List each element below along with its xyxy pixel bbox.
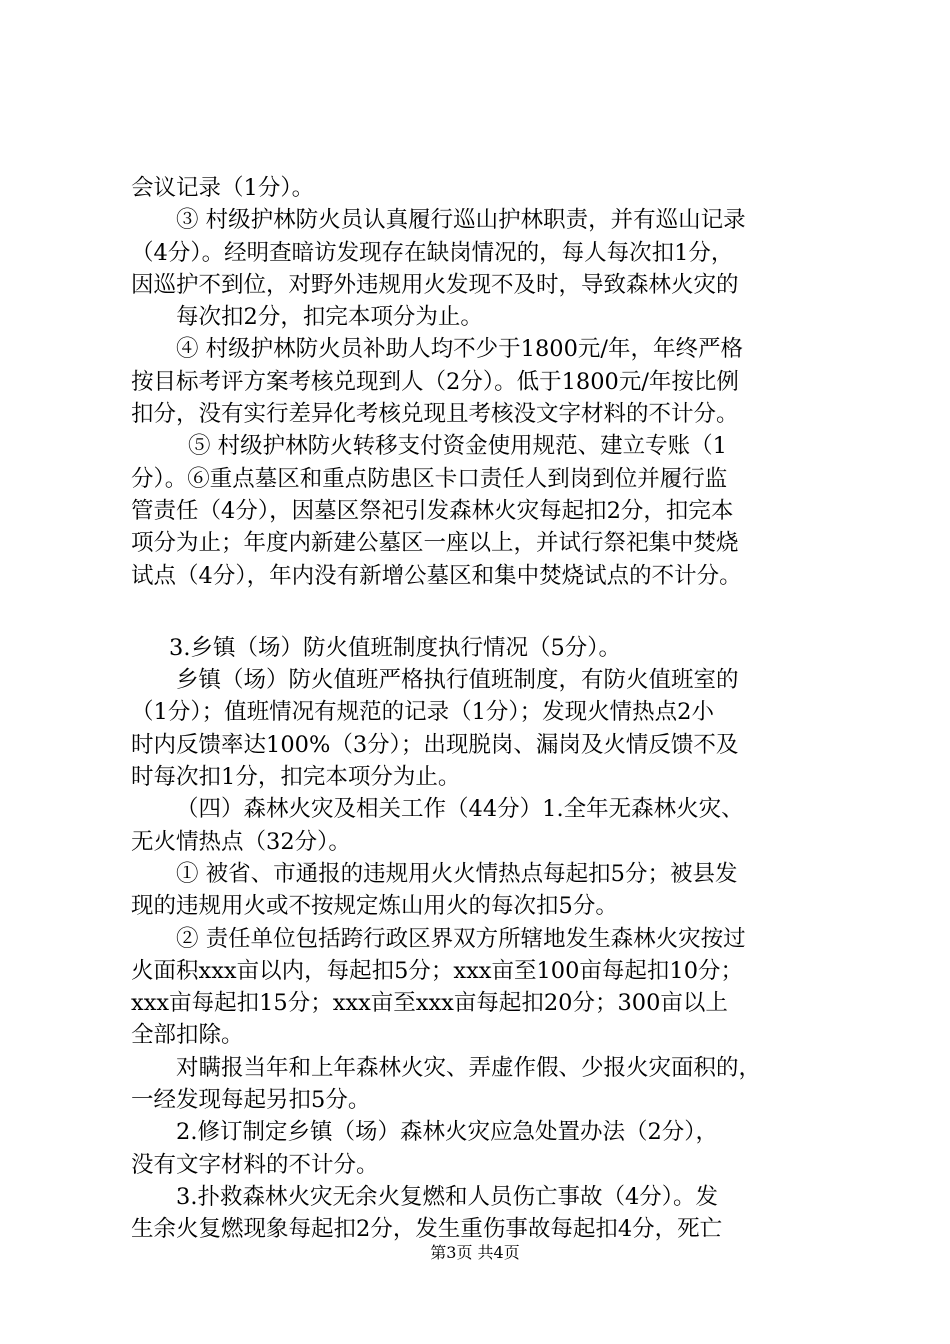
text-line: （4分）。经明查暗访发现存在缺岗情况的，每人每次扣1分， — [131, 239, 734, 266]
text-line: 现的违规用火或不按规定炼山用火的每次扣5分。 — [131, 893, 618, 920]
text-line: 按目标考评方案考核兑现到人（2分）。低于1800元/年按比例 — [131, 368, 739, 395]
text-line: 项分为止；年度内新建公墓区一座以上，并试行祭祀集中焚烧 — [131, 530, 739, 557]
text-line: 没有文字材料的不计分。 — [131, 1151, 379, 1178]
text-line: 时每次扣1分，扣完本项分为止。 — [131, 764, 461, 791]
text-line: 试点（4分），年内没有新增公墓区和集中焚烧试点的不计分。 — [131, 562, 742, 589]
text-line: 一经发现每起另扣5分。 — [131, 1087, 371, 1114]
text-line: （1分）；值班情况有规范的记录（1分）；发现火情热点2小 — [131, 699, 714, 726]
text-line: 火面积xxx亩以内，每起扣5分；xxx亩至100亩每起扣10分； — [131, 957, 744, 984]
text-line: 对瞒报当年和上年森林火灾、弄虚作假、少报火灾面积的， — [176, 1054, 762, 1081]
text-line: ③ 村级护林防火员认真履行巡山护林职责，并有巡山记录 — [176, 207, 746, 234]
text-line: ① 被省、市通报的违规用火火情热点每起扣5分；被县发 — [176, 860, 738, 887]
text-line: 生余火复燃现象每起扣2分，发生重伤事故每起扣4分，死亡 — [131, 1216, 723, 1243]
text-line: 管责任（4分），因墓区祭祀引发森林火灾每起扣2分，扣完本 — [131, 497, 734, 524]
text-line: 3.扑救森林火灾无余火复燃和人员伤亡事故（4分）。发 — [176, 1183, 719, 1210]
text-line: 每次扣2分，扣完本项分为止。 — [176, 304, 483, 331]
text-line: 无火情热点（32分）。 — [131, 828, 351, 855]
text-line: 乡镇（场）防火值班严格执行值班制度，有防火值班室的 — [176, 667, 739, 694]
text-line: 扣分，没有实行差异化考核兑现且考核没文字材料的不计分。 — [131, 401, 739, 428]
text-line: 2.修订制定乡镇（场）森林火灾应急处置办法（2分）， — [176, 1119, 719, 1146]
text-line: 3.乡镇（场）防火值班制度执行情况（5分）。 — [169, 634, 622, 661]
text-line: 全部扣除。 — [131, 1022, 244, 1049]
text-line: ④ 村级护林防火员补助人均不少于1800元/年，年终严格 — [176, 336, 743, 363]
text-line: ② 责任单位包括跨行政区界双方所辖地发生森林火灾按过 — [176, 925, 746, 952]
text-line: 分）。⑥重点墓区和重点防患区卡口责任人到岗到位并履行监 — [131, 465, 728, 492]
text-line: 因巡护不到位，对野外违规用火发现不及时，导致森林火灾的 — [131, 271, 739, 298]
page-footer — [0, 1243, 950, 1263]
paragraph-spacer — [131, 592, 851, 632]
text-line: 会议记录（1分）。 — [131, 175, 315, 201]
text-line: ⑤ 村级护林防火转移支付资金使用规范、建立专账（1 — [188, 433, 727, 460]
text-line: （四）森林火灾及相关工作（44分）1.全年无森林火灾、 — [176, 796, 744, 823]
text-line: xxx亩每起扣15分；xxx亩至xxx亩每起扣20分；300亩以上 — [131, 990, 728, 1017]
page-number-label: 第3页 共4页 — [430, 1243, 520, 1262]
text-line: 时内反馈率达100%（3分）；出现脱岗、漏岗及火情反馈不及 — [131, 731, 739, 758]
document-body — [131, 172, 851, 1246]
